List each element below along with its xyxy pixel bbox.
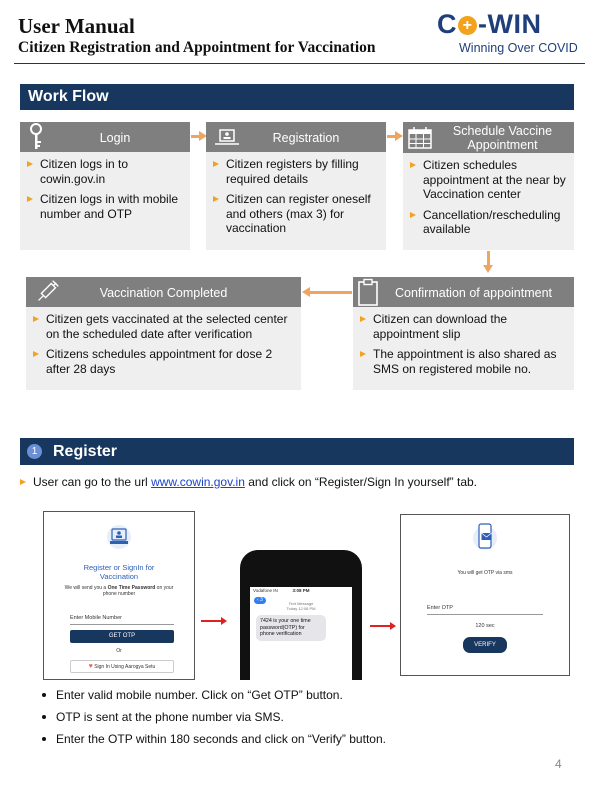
- otp-input[interactable]: [427, 614, 543, 615]
- flow-arrow-head: [483, 265, 493, 273]
- register-heading: [20, 438, 574, 465]
- calendar-icon: [408, 127, 432, 149]
- list-item: Citizen logs in to cowin.gov.in: [26, 157, 184, 186]
- mobile-number-input[interactable]: [70, 624, 174, 625]
- phone-screen: [250, 587, 352, 680]
- status-time: 3:08 PM: [292, 588, 310, 593]
- logo-win: -WIN: [478, 9, 542, 39]
- document-subtitle: Citizen Registration and Appointment for Vaccination: [18, 39, 376, 56]
- screen-note: We will send you a One Time Password on your phone number: [64, 585, 174, 597]
- register-intro: User can go to the url www.cowin.gov.in and click on “Register/Sign In yourself” tab.: [33, 475, 477, 489]
- screenshot-enter-otp: [400, 514, 570, 676]
- card-title: Confirmation of appointment: [394, 286, 553, 300]
- cowin-logo: [437, 9, 541, 40]
- otp-timer: 120 sec: [475, 623, 495, 629]
- flow-arrow: [310, 291, 352, 294]
- card-header: [206, 122, 386, 152]
- page-number: 4: [555, 757, 562, 771]
- flow-arrow-head: [302, 287, 310, 297]
- phone-sms-screenshot: [240, 550, 362, 680]
- mobile-field-label: Enter Mobile Number: [70, 615, 122, 621]
- card-title: Registration: [272, 131, 340, 145]
- section-number-badge: 1: [27, 444, 42, 459]
- workflow-card-vaccination-completed: [26, 277, 301, 390]
- document-title: User Manual: [18, 14, 135, 38]
- carrier-label: Vodafone IN: [253, 588, 278, 593]
- card-title: Login: [99, 131, 131, 145]
- list-item: Cancellation/rescheduling available: [409, 208, 568, 237]
- list-item: Citizen can register oneself and others (max 3) for vaccination: [212, 192, 380, 236]
- header-divider: [14, 63, 585, 64]
- screen-title: Register or SignIn for Vaccination: [83, 563, 155, 581]
- card-header: [20, 122, 190, 152]
- cowin-link[interactable]: www.cowin.gov.in: [151, 475, 245, 489]
- list-item: Citizen logs in with mobile number and OTP: [26, 192, 184, 221]
- sms-bubble: 7424 is your one time password(OTP) for phone verification: [256, 615, 326, 641]
- screenshot-register-signin: [43, 511, 195, 680]
- workflow-heading: Work Flow: [20, 84, 574, 110]
- step-arrow: [370, 625, 392, 627]
- workflow-card-registration: [206, 122, 386, 250]
- logo-plus-icon: +: [458, 16, 477, 35]
- card-bullets: [32, 312, 295, 382]
- workflow-card-confirmation: [353, 277, 574, 390]
- list-item: Enter the OTP within 180 seconds and click on “Verify” button.: [40, 732, 386, 754]
- or-separator: Or: [116, 648, 122, 654]
- card-title: Vaccination Completed: [99, 286, 228, 300]
- card-bullets: [359, 312, 568, 382]
- otp-field-label: Enter OTP: [427, 605, 453, 611]
- back-badge[interactable]: ‹ 3: [254, 597, 266, 604]
- message-header: Text Message Today 12:08 PM: [286, 601, 316, 611]
- step-arrow: [201, 620, 223, 622]
- workflow-card-schedule: [403, 122, 574, 250]
- list-item: The appointment is also shared as SMS on registered mobile no.: [359, 347, 568, 376]
- section-title: Register: [53, 443, 118, 460]
- list-item: Citizen registers by filling required details: [212, 157, 380, 186]
- list-item: Citizen can download the appointment slip: [359, 312, 568, 341]
- computer-user-icon: [107, 524, 131, 550]
- verify-button[interactable]: VERIFY: [463, 637, 507, 653]
- aarogya-setu-button[interactable]: ♥ Sign In Using Aarogya Setu: [70, 660, 174, 673]
- card-bullets: [26, 157, 184, 227]
- card-header: [403, 122, 574, 153]
- list-item: OTP is sent at the phone number via SMS.: [40, 710, 386, 732]
- card-title: Schedule Vaccine Appointment: [452, 124, 553, 152]
- list-item: Enter valid mobile number. Click on “Get OTP” button.: [40, 688, 386, 710]
- register-steps: [40, 688, 386, 754]
- logo-tagline: Winning Over COVID: [459, 41, 578, 55]
- list-item: Citizen gets vaccinated at the selected center on the scheduled date after verification: [32, 312, 295, 341]
- list-item: Citizens schedules appointment for dose 2 after 28 days: [32, 347, 295, 376]
- heart-icon: ♥: [88, 663, 93, 670]
- step-arrow-head: [390, 622, 396, 630]
- workflow-card-login: [20, 122, 190, 250]
- otp-note: You will get OTP via sms: [457, 570, 513, 576]
- logo-c: C: [437, 9, 457, 39]
- flow-arrow: [487, 251, 490, 265]
- card-header: [353, 277, 574, 307]
- step-arrow-head: [221, 617, 227, 625]
- phone-message-icon: [473, 521, 497, 555]
- card-header: [26, 277, 301, 307]
- card-bullets: [212, 157, 380, 242]
- card-bullets: [409, 158, 568, 243]
- flow-arrow-head: [395, 131, 403, 141]
- list-item: Citizen schedules appointment at the near by Vaccination center: [409, 158, 568, 202]
- get-otp-button[interactable]: GET OTP: [70, 630, 174, 643]
